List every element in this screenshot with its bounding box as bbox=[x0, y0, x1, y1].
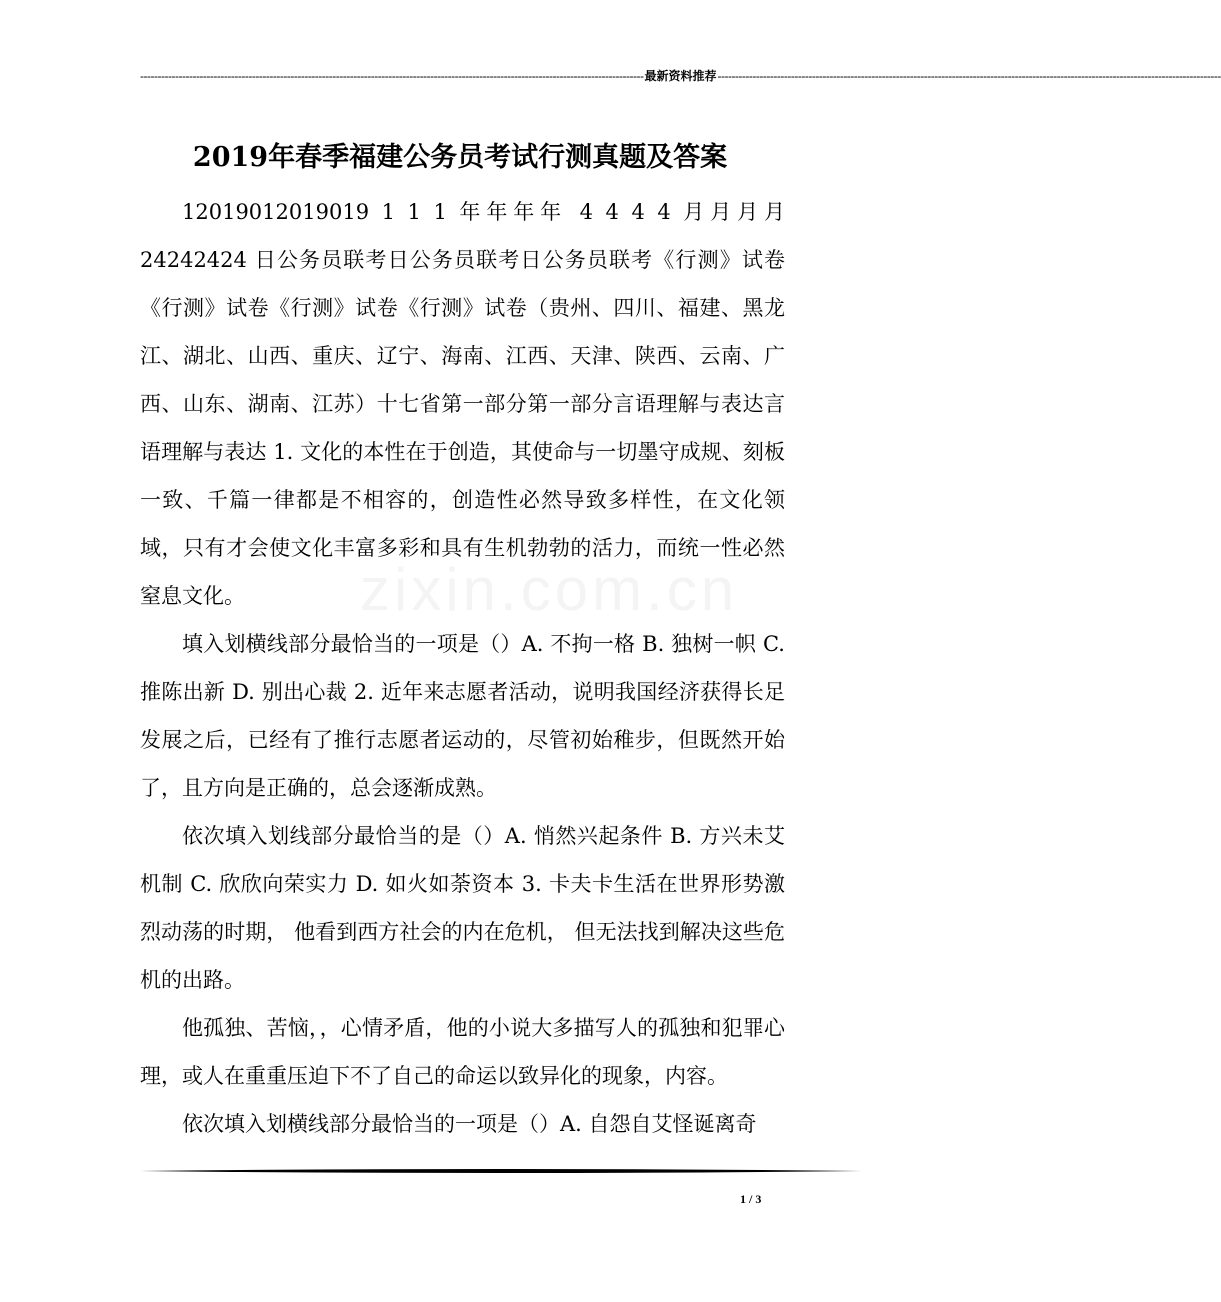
document-body bbox=[140, 188, 785, 1148]
paragraph: 依次填入划线部分最恰当的是（）A. 悄然兴起条件 B. 方兴未艾机制 C. 欣欣向荣实力 D. 如火如荼资本 3. 卡夫卡生活在世界形势激烈动荡的时期， 他看到西方社会的内在危机， 但无法找到解决这些危机的出路。 bbox=[140, 824, 785, 992]
paragraph: 填入划横线部分最恰当的一项是（）A. 不拘一格 B. 独树一帜 C. 推陈出新 D. 别出心裁 2. 近年来志愿者活动，说明我国经济获得长足发展之后，已经有了推行志愿者运动的，尽管初始稚步，但既然开始了，且方向是正确的，总会逐渐成熟。 bbox=[140, 632, 785, 800]
footer-rule bbox=[140, 1167, 862, 1175]
document-title: 2019年春季福建公务员考试行测真题及答案 bbox=[192, 142, 728, 174]
paragraph: 依次填入划横线部分最恰当的一项是（）A. 自怨自艾怪诞离奇 bbox=[182, 1112, 757, 1136]
header-dash-right: ------------------------------------------------------------------------------------------------------------------------------------------------ bbox=[717, 69, 1221, 83]
watermark: zixin.com.cn bbox=[360, 556, 739, 623]
paragraph: 12019012019019 1 1 1 年年年年 4 4 4 4 月月月月 24242424 日公务员联考日公务员联考日公务员联考《行测》试卷《行测》试卷《行测》试卷《行测》试卷（贵州、四川、福建、黑龙江、湖北、山西、重庆、辽宁、海南、江西、天津、陕西、云南、广西、山东、湖南、江苏）十七省第一部分第一部分言语理解与表达言语理解与表达 1. 文化的本性在于创造，其使命与一切墨守成规、刻板一致、千篇一律都是不相容的，创造性必然导致多样性，在文化领域，只有才会使文化丰富多彩和具有生机勃勃的活力，而统一性必然窒息文化。 bbox=[140, 200, 785, 608]
paragraph: 他孤独、苦恼，，心情矛盾，他的小说大多描写人的孤独和犯罪心理，或人在重重压迫下不了自己的命运以致异化的现象，内容。 bbox=[140, 1016, 785, 1088]
header-label: 最新资料推荐 bbox=[644, 69, 717, 83]
header-dash-left: ------------------------------------------------------------------------------------------------------------------------------------------------ bbox=[140, 69, 644, 83]
page-number: 1 / 3 bbox=[740, 1192, 762, 1206]
page-header bbox=[140, 68, 1221, 84]
